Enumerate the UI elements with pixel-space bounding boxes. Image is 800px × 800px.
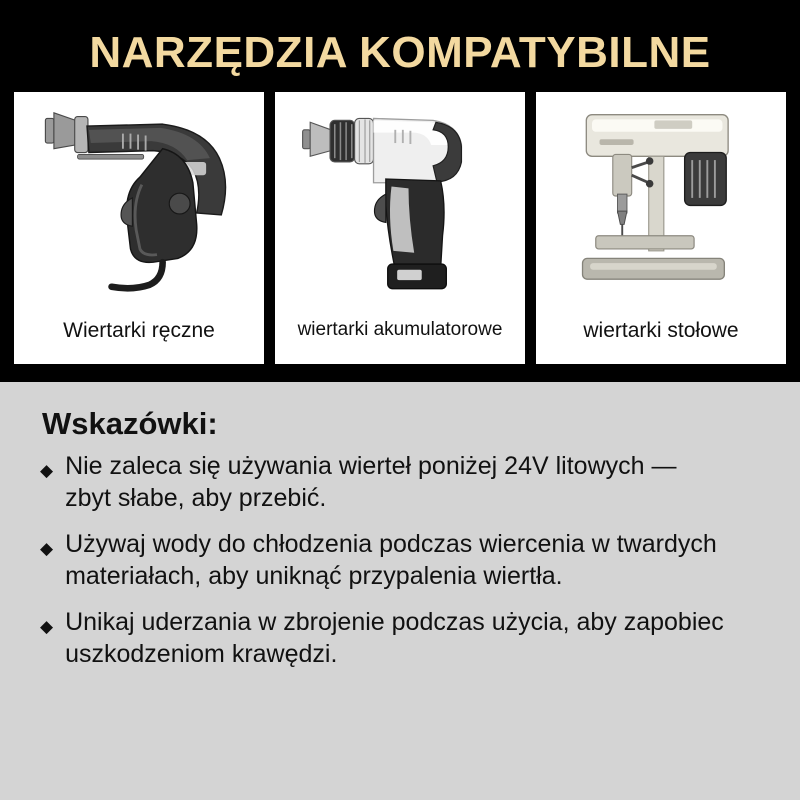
tool-card-list bbox=[0, 92, 800, 364]
tip-text: Używaj wody do chłodzenia podczas wiercenia w twardych materiałach, aby uniknąć przypalenia wiertła. bbox=[65, 530, 717, 590]
bullet-icon: ◆ bbox=[40, 461, 54, 480]
tip-text: Unikaj uderzania w zbrojenie podczas użycia, aby zapobiec uszkodzeniom krawędzi. bbox=[65, 608, 724, 668]
tips-panel bbox=[0, 382, 800, 800]
drill-press-icon bbox=[536, 92, 786, 300]
tool-card-caption: wiertarki stołowe bbox=[536, 300, 786, 364]
tool-card-caption: Wiertarki ręczne bbox=[14, 300, 264, 364]
corded-drill-icon bbox=[14, 92, 264, 300]
compatible-tools-panel bbox=[0, 0, 800, 382]
corded-drill-image bbox=[14, 92, 264, 300]
drill-press-image bbox=[536, 92, 786, 300]
page-title: NARZĘDZIA KOMPATYBILNE bbox=[89, 28, 711, 77]
tip-item bbox=[40, 606, 766, 670]
tool-card-corded-drill bbox=[14, 92, 264, 364]
tips-title: Wskazówki: bbox=[42, 406, 218, 441]
tool-card-drill-press bbox=[536, 92, 786, 364]
tool-card-caption: wiertarki akumulatorowe bbox=[275, 300, 525, 364]
cordless-drill-icon bbox=[275, 92, 525, 300]
tip-text: Nie zaleca się używania wierteł poniżej 24V litowych — zbyt słabe, aby przebić. bbox=[65, 452, 677, 512]
bullet-icon: ◆ bbox=[40, 539, 54, 558]
cordless-drill-image bbox=[275, 92, 525, 300]
tip-item bbox=[40, 450, 766, 514]
tool-card-cordless-drill bbox=[275, 92, 525, 364]
bullet-icon: ◆ bbox=[40, 617, 54, 636]
tip-item bbox=[40, 528, 766, 592]
